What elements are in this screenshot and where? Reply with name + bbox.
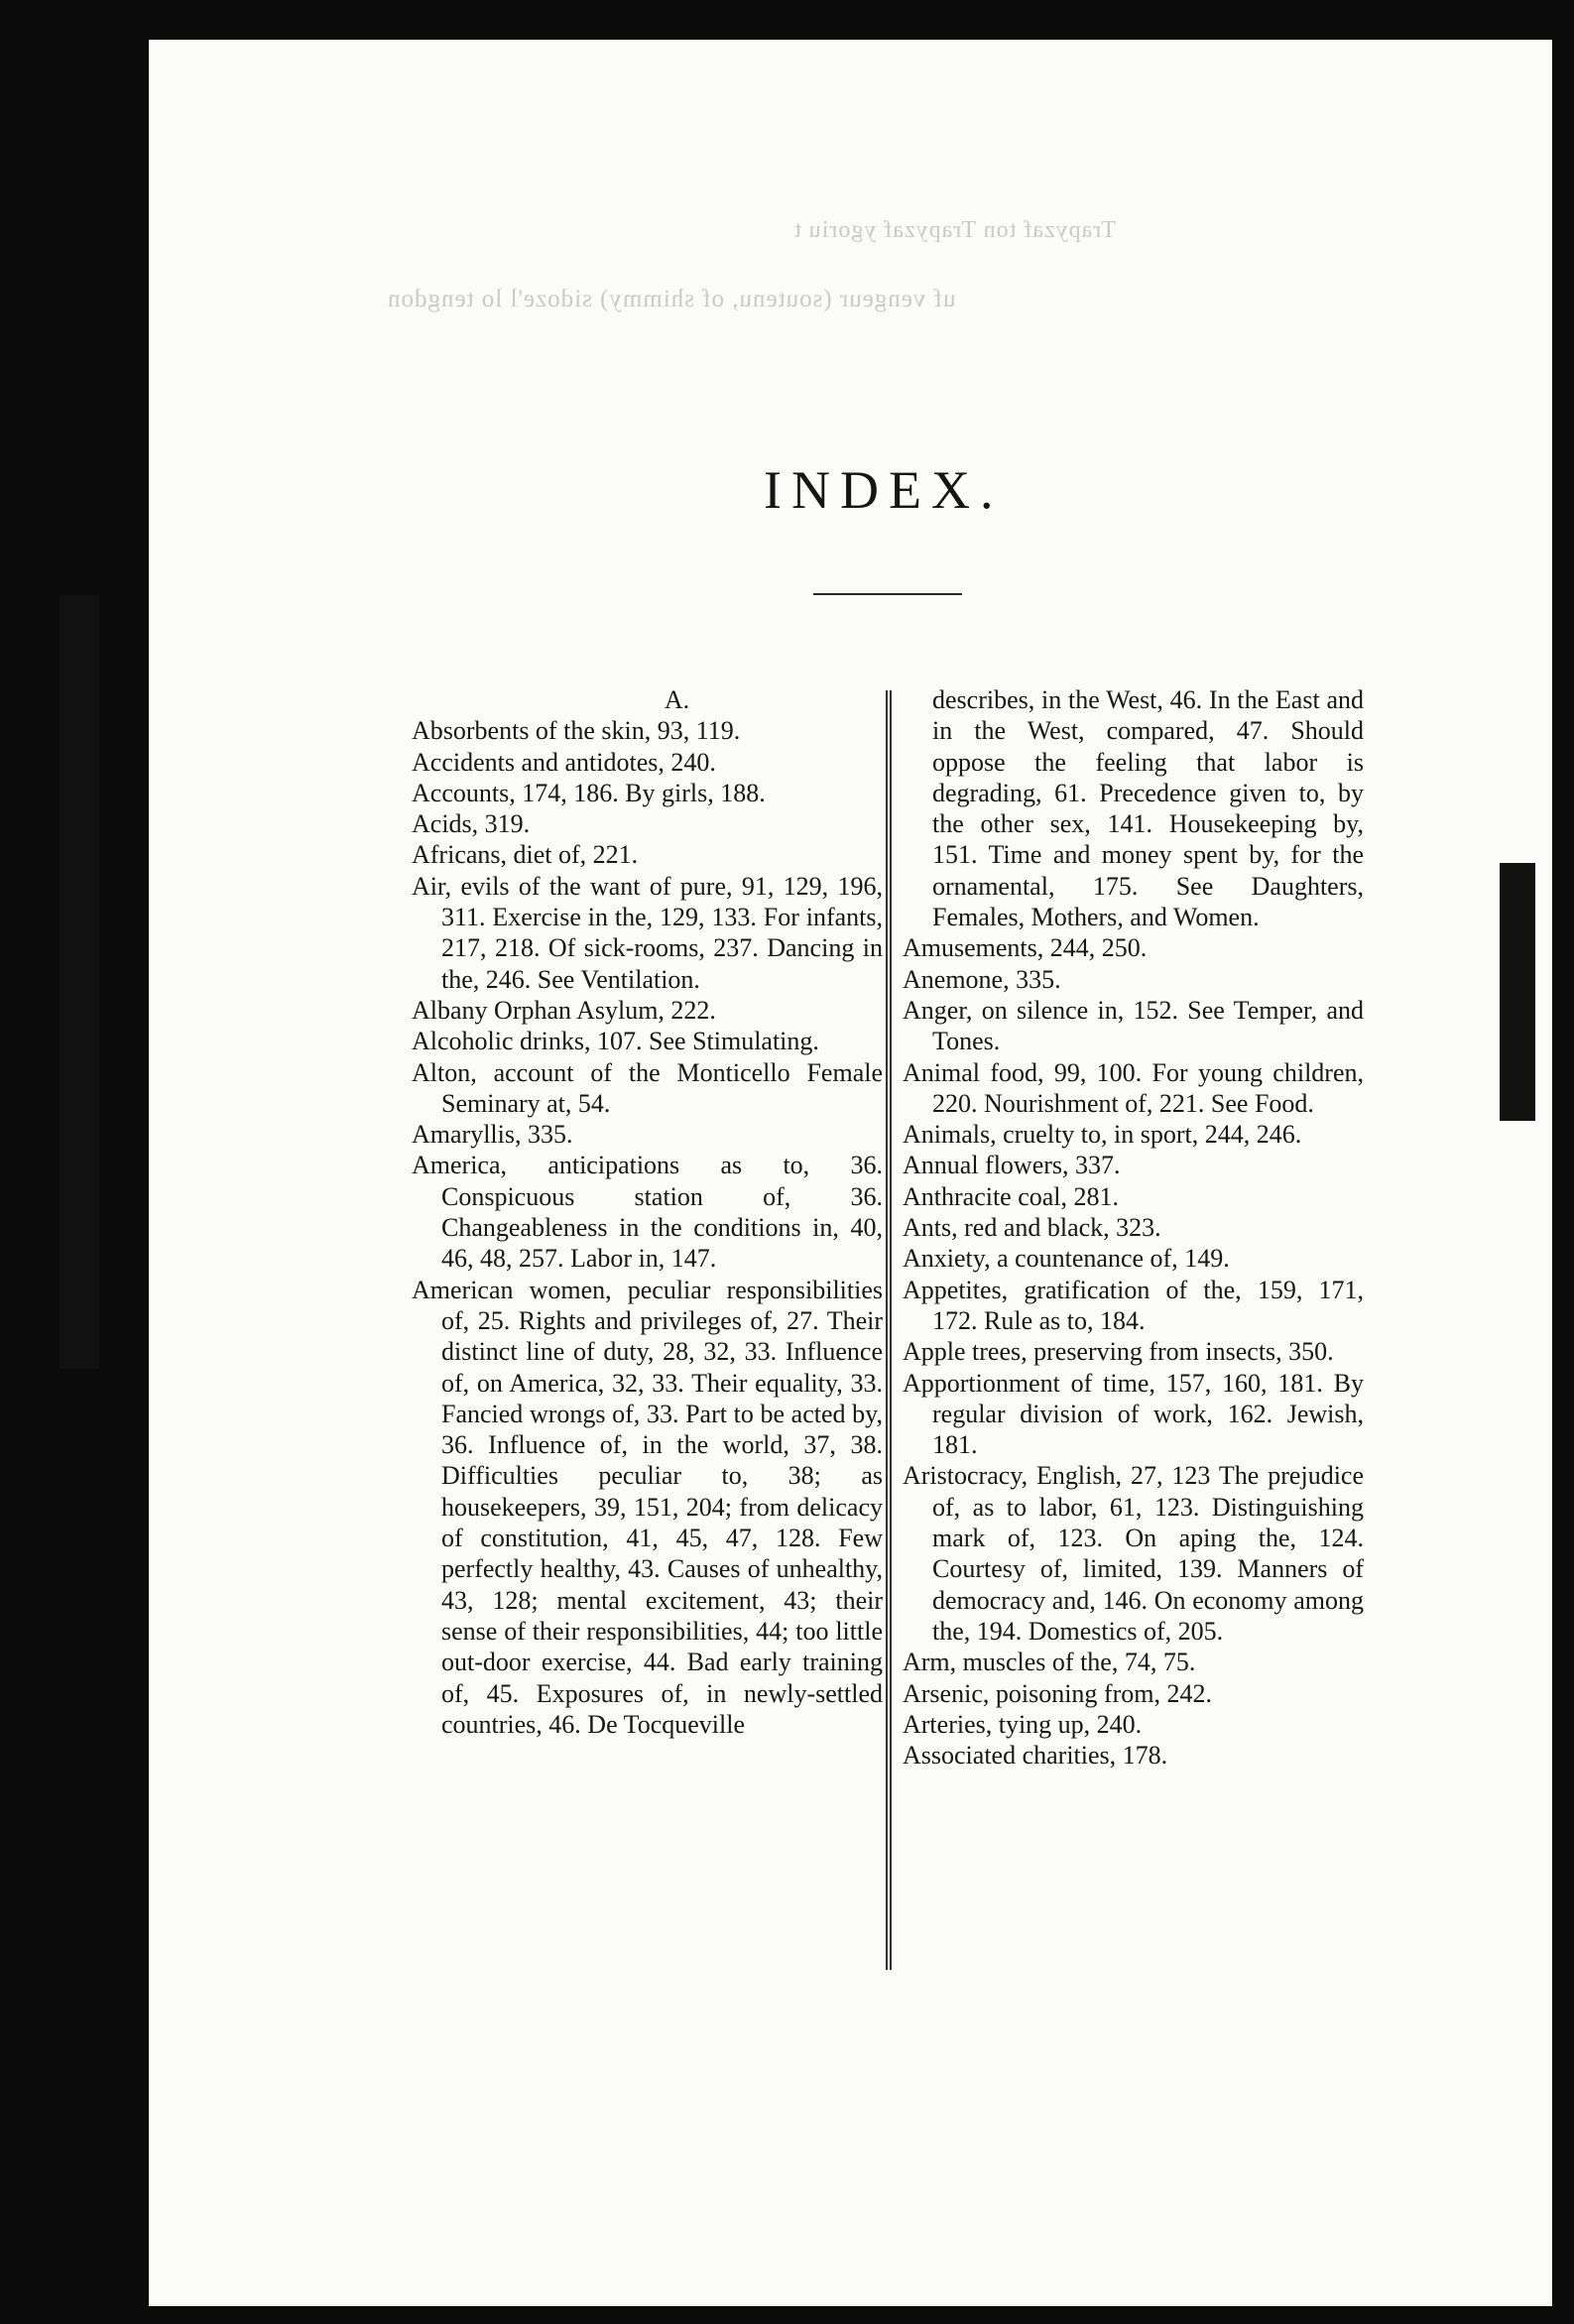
index-entry: American women, peculiar responsibilities of, 25. Rights and privileges of, 27. Their distinct line of duty, 28, 32, 33. Influence of, on America, 32, 33. Their equality, 33. Fancied wrongs of, 33. Part to be acted by, 36. Influence of, in the world, 37, 38. Difficulties peculiar to, 38; as housekeepers, 39, 151, 204; from delicacy of constitution, 41, 45, 47, 128. Few perfectly healthy, 43. Causes of unhealthy, 43, 128; mental excitement, 43; their sense of their responsibilities, 44; too little out-door exercise, 44. Bad early training of, 45. Exposures of, in newly-settled countries, 46. De Tocqueville	[412, 1275, 883, 1739]
index-column-left	[412, 684, 883, 1740]
index-entry: Animals, cruelty to, in sport, 244, 246.	[903, 1120, 1302, 1150]
index-entry: Air, evils of the want of pure, 91, 129, 196, 311. Exercise in the, 129, 133. For infants, 217, 218. Of sick-rooms, 237. Dancing in the, 246. See Ventilation.	[412, 871, 883, 994]
title-rule	[813, 593, 962, 595]
index-entry: America, anticipations as to, 36. Conspicuous station of, 36. Changeableness in the conditions in, 40, 46, 48, 257. Labor in, 147.	[412, 1151, 883, 1274]
index-entry: Associated charities, 178.	[903, 1741, 1168, 1771]
index-entry: Alcoholic drinks, 107. See Stimulating.	[412, 1027, 819, 1056]
index-entry-list	[412, 715, 883, 1740]
index-entry: Aristocracy, English, 27, 123 The prejudice of, as to labor, 61, 123. Distinguishing mark of, 123. On aping the, 124. Courtesy of, limited, 139. Manners of democracy and, 146. On economy among the, 194. Domestics of, 205.	[903, 1461, 1364, 1646]
index-entry: Amusements, 244, 250.	[903, 933, 1148, 963]
index-entry: Animal food, 99, 100. For young children, 220. Nourishment of, 221. See Food.	[903, 1057, 1364, 1118]
index-entry: Accounts, 174, 186. By girls, 188.	[412, 778, 766, 807]
page-title: INDEX.	[764, 460, 1004, 520]
index-entry: Absorbents of the skin, 93, 119.	[412, 716, 741, 746]
scan-right-edge-shadow	[1500, 863, 1535, 1121]
index-entry: Anxiety, a countenance of, 149.	[903, 1244, 1230, 1274]
index-entry: Apple trees, preserving from insects, 350.	[903, 1337, 1334, 1367]
index-entry: Arteries, tying up, 240.	[903, 1709, 1143, 1739]
index-entry-continuation: describes, in the West, 46. In the East and in the West, compared, 47. Should oppose the feeling that labor is degrading, 61. Precedence given to, by the other sex, 141. Housekeeping by, 151. Time and money spent by, for the ornamental, 175. See Daughters, Females, Mothers, and Women.	[932, 685, 1364, 932]
index-column-right	[903, 684, 1364, 1771]
index-entry: Apportionment of time, 157, 160, 181. By regular division of work, 162. Jewish, 181.	[903, 1368, 1364, 1460]
index-entry: Arsenic, poisoning from, 242.	[903, 1678, 1212, 1708]
index-entry-list	[903, 932, 1364, 1771]
column-divider	[886, 690, 892, 1970]
index-entry: Ants, red and black, 323.	[903, 1213, 1161, 1243]
section-letter: A.	[664, 685, 690, 714]
scan-left-edge-shadow	[60, 595, 99, 1369]
index-entry: Acids, 319.	[412, 809, 531, 839]
bleed-through-text: Trapyzaf ton Trapyzaf ygoriu t	[793, 217, 1117, 243]
index-entry: Appetites, gratification of the, 159, 171, 172. Rule as to, 184.	[903, 1275, 1364, 1335]
bleed-through-text: uf vengeur (soutenu, of shimmy) sidoze'l lo tengdon	[387, 286, 956, 312]
index-entry: Anemone, 335.	[903, 964, 1061, 994]
index-entry: Albany Orphan Asylum, 222.	[412, 995, 716, 1025]
index-entry: Annual flowers, 337.	[903, 1151, 1121, 1180]
index-entry: Anthracite coal, 281.	[903, 1181, 1120, 1211]
index-entry: Arm, muscles of the, 74, 75.	[903, 1648, 1196, 1677]
index-entry: Africans, diet of, 221.	[412, 840, 639, 870]
index-entry: Anger, on silence in, 152. See Temper, and Tones.	[903, 995, 1364, 1056]
index-entry: Amaryllis, 335.	[412, 1120, 573, 1150]
index-entry: Accidents and antidotes, 240.	[412, 747, 716, 777]
index-entry: Alton, account of the Monticello Female Seminary at, 54.	[412, 1057, 883, 1118]
